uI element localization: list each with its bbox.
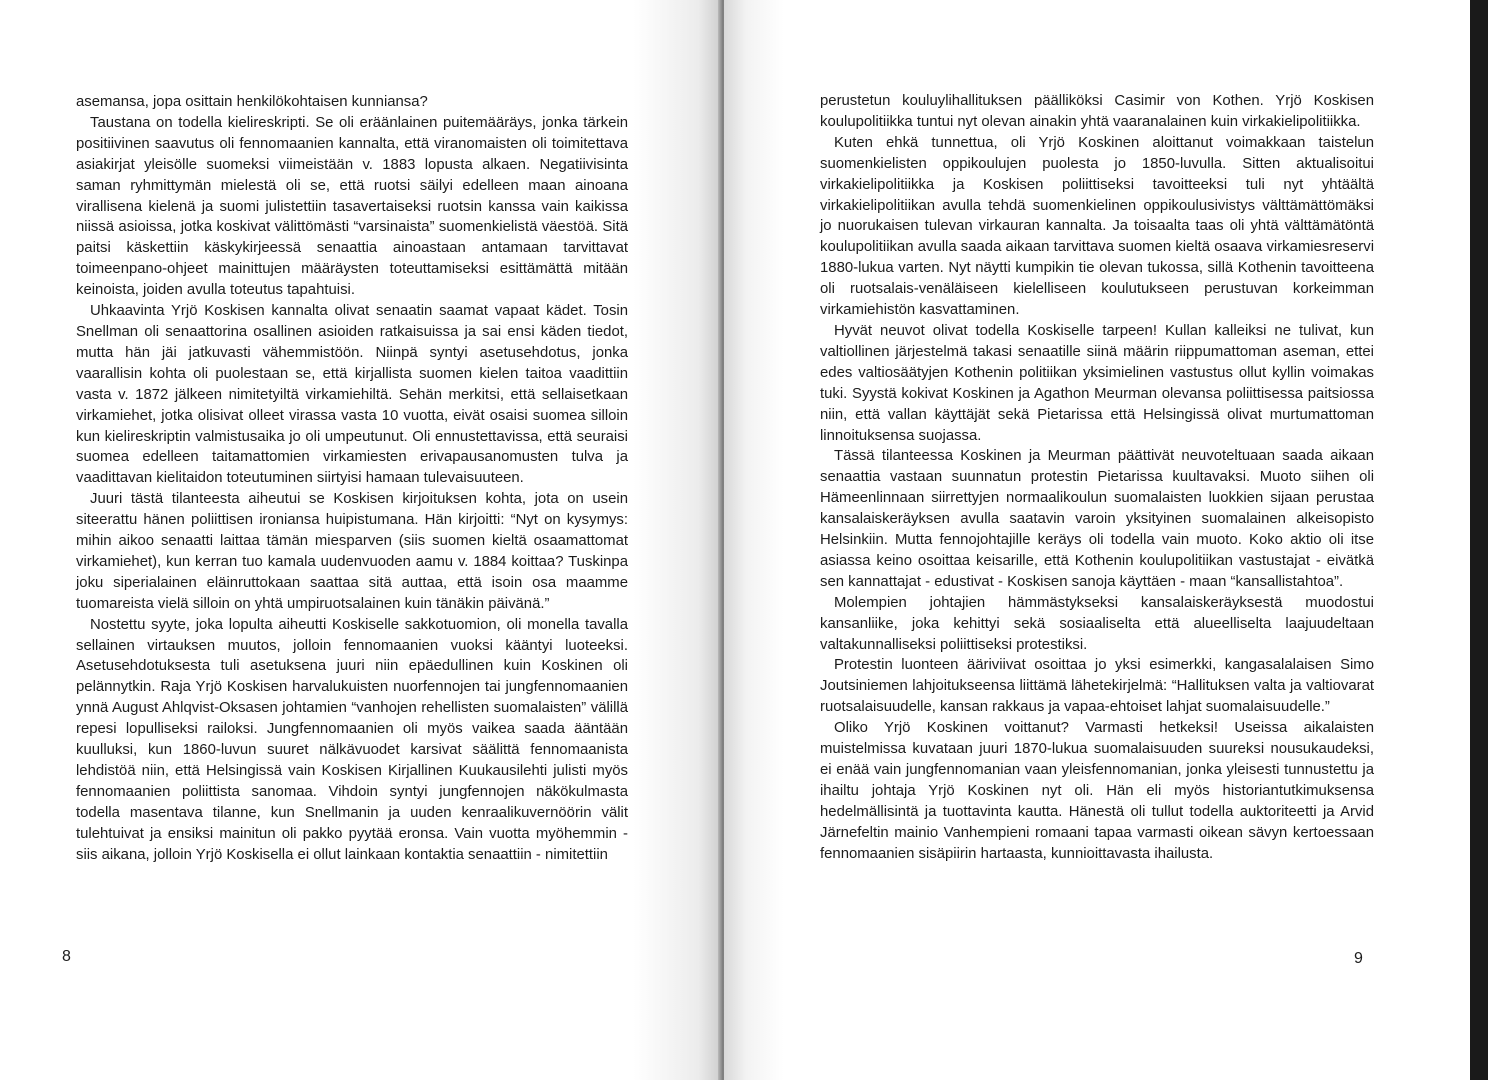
scan-edge (1470, 0, 1488, 1080)
paragraph: Kuten ehkä tunnettua, oli Yrjö Koskinen aloittanut voimakkaan taistelun suomenkielisten oppikoulujen puolesta jo 1850-luvulla. Sitten aktualisoitui virkakielipolitiikka ja Koskisen poliittiseksi tavoitteeksi tuli nyt yhtäältä virkakielipolitiikan avulla tehdä suomenkielinen oppikoulusivistys välttämättömäksi jo nuorukaisen tulevan virkauran kannalta. Ja toisaalta taas oli yhtä välttämätöntä koulupolitiikan avulla saada aikaan tarvittava suomen kieltä osaava virkamiesreservi 1880-lukua varten. Nyt näytti kumpikin tie olevan tukossa, sillä Kothenin tavoitteena oli ruotsalais-venäläiseen kielelliseen koulutukseen perustuvan korkeimman virkamiehistön kasvattaminen. (820, 134, 1374, 319)
paragraph: Hyvät neuvot olivat todella Koskiselle tarpeen! Kullan kalleiksi ne tulivat, kun valtiollinen järjestelmä takasi senaatille siinä määrin riippumattoman aseman, ettei edes valtiosäätyjen Kothenin politiikan yksimielinen vastustus ollut kyllin voimakas tuki. Syystä kokivat Koskinen ja Agathon Meurman olevansa poliittisessa paitsiossa niin, että vallan käyttäjät sekä Pietarissa että Helsingissä olivat murtumattoman linnoituksensa suojassa. (820, 322, 1374, 444)
paragraph: perustetun kouluylihallituksen päälliköksi Casimir von Kothen. Yrjö Koskisen koulupolitiikka tuntui nyt olevan ainakin yhtä vaaranalainen kuin virkakielipolitiikka. (820, 93, 1374, 130)
paragraph: asemansa, jopa osittain henkilökohtaisen kunniansa? (76, 94, 428, 110)
paragraph: Uhkaavinta Yrjö Koskisen kannalta olivat senaatin saamat vapaat kädet. Tosin Snellman oli senaattorina osallinen asioiden ratkaisuissa ja sai ensi käden tiedot, mutta hän jäi jatkuvasti vähemmistöön. Niinpä syntyi asetusehdotus, jonka vaarallisin kohta oli puolestaan se, että kirjallista suomen kielen taitoa vaadittiin vasta v. 1872 jälkeen nimitetyiltä virkamiehiltä. Sehän merkitsi, että sellaisetkaan virkamiehet, jotka olisivat olleet virassa vasta 10 vuotta, eivät osaisi suomea silloin kun kielireskriptin valmistusaika jo oli umpeutunut. Oli ennustettavissa, että seuraisi suomea edelleen taitamattomien virkamiesten erivapausanomusten tulva ja vaadittavan kielitaidon toteutuminen siirtyisi hamaan tulevaisuuteen. (76, 303, 628, 487)
right-page (724, 0, 1470, 1080)
paragraph: Oliko Yrjö Koskinen voittanut? Varmasti hetkeksi! Useissa aikalaisten muistelmissa kuvataan juuri 1870-lukua suomalaisuuden suureksi nousukaudeksi, ei enää vain jungfennomanian vaan yleisfennomanian, jonka yleisesti tunnustettu ja ihailtu johtaja Yrjö Koskinen nyt oli. Hän eli myös historiantutkimuksensa hedelmällisintä ja tuottavinta kautta. Hänestä oli tullut todella auktoriteetti ja Arvid Järnefeltin mainio Vanhempieni romaani tapaa varmasti oikean sävyn kertoessaan fennomaanien sisäpiirin hartaasta, kunnioittavasta ihailusta. (820, 720, 1374, 862)
right-page-text (820, 91, 1374, 865)
left-page-text (76, 92, 628, 866)
paragraph: Tässä tilanteessa Koskinen ja Meurman päättivät neuvoteltuaan saada aikaan senaattia vastaan suunnatun protestin Pietarissa kuultavaksi. Muoto siihen oli Hämeenlinnaan siirrettyjen normaalikoulun suomalaisten luokkien sijaan perustaa kansalaiskeräyksen avulla saatavin varoin yksityinen suomalainen alkeisopisto Helsinkiin. Mutta fennojohtajille keräys oli todella vain muoto. Koko aktio oli itse asiassa keino osoittaa keisarille, että Kothenin koulupolitiikan vastustajat - eivätkä sen kannattajat - edustivat - Koskisen sanoja käyttäen - maan “kansallistahtoa”. (820, 448, 1374, 590)
paragraph: Nostettu syyte, joka lopulta aiheutti Koskiselle sakkotuomion, oli monella tavalla sellainen virtauksen muutos, jolloin fennomaanien vuoksi kääntyi luoteeksi. Asetusehdotuksesta tuli asetuksena juuri niin epäedullinen kuin Koskinen oli pelännytkin. Raja Yrjö Koskisen harvalukuisten nuorfennojen tai jungfennomaanien ynnä August Ahlqvist-Oksasen johtamien “vanhojen rehellisten suomalaisten” välillä repesi lopulliseksi railoksi. Jungfennomaanien oli myös vaikea saada ääntään kuulluksi, kun 1860-luvun suuret nälkävuodet karsivat säälittä fennomaanista lehdistöä niin, että Helsingissä vain Koskisen Kirjallinen Kuukausilehti julisti myös fennomaanien poliittista sanomaa. Vihdoin syntyi jungfennojen näkökulmasta todella masentava tilanne, kun Snellmanin ja uuden kenraalikuvernöörin välit tulehtuivat ja ensiksi mainitun oli pakko pyytää eronsa. Vain vuotta myöhemmin - siis aikana, jolloin Yrjö Koskisella ei ollut lainkaan kontaktia senaattiin - nimitettiin (76, 616, 628, 863)
left-page (0, 0, 720, 1080)
paragraph: Juuri tästä tilanteesta aiheutui se Koskisen kirjoituksen kohta, jota on usein siteerattu hänen poliittisen ironiansa huipistumana. Hän kirjoitti: “Nyt on kysymys: mihin aikoo senaatti laittaa tämän miesparven (siis suomen kieltä osaamattomat virkamiehet), kun kerran tuo kamala uudenvuoden aamu v. 1884 koittaa? Tuskinpa joku siperialainen eläinruttokaan saattaa sitä auttaa, että isoin osa maamme tuomareista vielä silloin on yhtä umpiruotsalainen kuin tänäkin päivänä.” (76, 491, 628, 612)
page-number-right: 9 (1354, 950, 1363, 967)
paragraph: Molempien johtajien hämmästykseksi kansalaiskeräyksestä muodostui kansanliike, joka kehittyi sekä sosiaaliselta että alueelliselta laajuudeltaan valtakunnalliseksi poliittiseksi protestiksi. (820, 594, 1374, 653)
page-number-left: 8 (62, 948, 71, 965)
paragraph: Protestin luonteen ääriviivat osoittaa jo yksi esimerkki, kangasalalaisen Simo Joutsiniemen lahjoitukseensa liittämä lähetekirjelmä: “Hallituksen valta ja valtiovarat ruotsalaisuudelle, kansan rakkaus ja vapaa-ehtoiset lahjat suomalaisuudelle.” (820, 657, 1374, 716)
paragraph: Taustana on todella kielireskripti. Se oli eräänlainen puitemääräys, jonka tärkein positiivinen saavutus oli fennomaanien kannalta, että viranomaisten oli toimitettava asiakirjat yleisölle suomeksi viimeistään v. 1883 lopusta alkaen. Negatiivisinta saman ryhmittymän mielestä oli se, että ruotsi säilyi edelleen maan ainoana virallisena kielenä ja suomi julistettiin tasavertaiseksi ruotsin kanssa vain kaikissa niissä asioissa, jotka koskivat välittömästi “varsinaista” suomenkielistä väestöä. Sitä paitsi käskettiin käskykirjeessä senaattia ainoastaan antamaan tarvittavat toimeenpano-ohjeet mainittujen määräysten toteuttamiseksi esittämättä mitään keinoista, joiden avulla toteutus tapahtuisi. (76, 114, 628, 299)
